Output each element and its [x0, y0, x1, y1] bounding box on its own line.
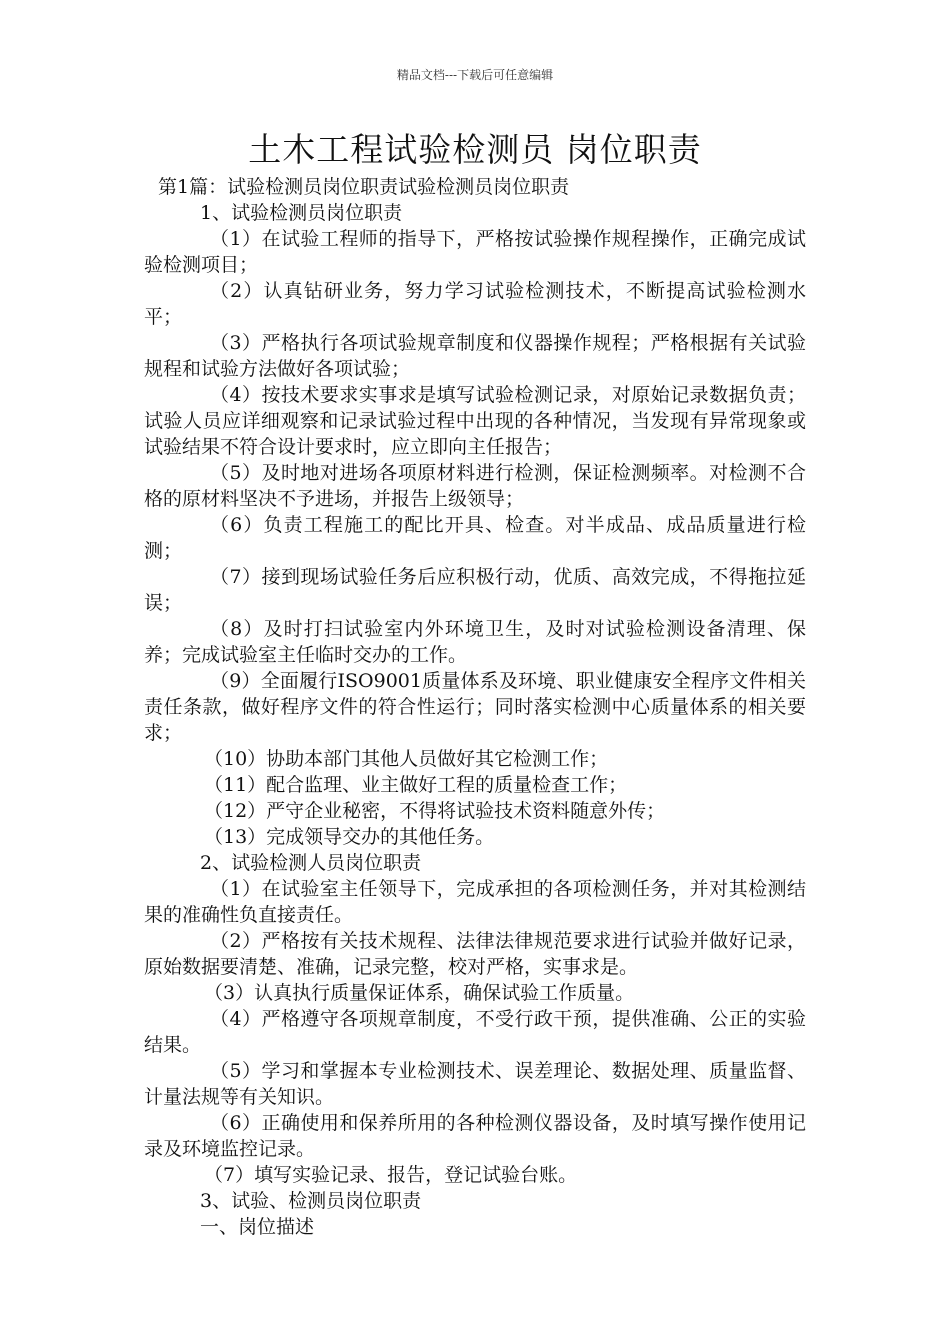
- section-1-item: （8）及时打扫试验室内外环境卫生，及时对试验检测设备清理、保养；完成试验室主任临时交办的工作。: [144, 618, 806, 666]
- section-1-item: （11）配合监理、业主做好工程的质量检查工作；: [204, 774, 628, 796]
- chapter-heading: 第1篇：试验检测员岗位职责试验检测员岗位职责: [158, 176, 570, 198]
- section-2-item: （2）严格按有关技术规程、法律法律规范要求进行试验并做好记录，原始数据要清楚、准确，记录完整，校对严格，实事求是。: [144, 930, 806, 978]
- section-1-item: （2）认真钻研业务，努力学习试验检测技术，不断提高试验检测水平；: [144, 280, 806, 328]
- section-1-heading: 1、试验检测员岗位职责: [200, 202, 403, 224]
- section-1-item: （10）协助本部门其他人员做好其它检测工作；: [204, 748, 609, 770]
- section-1-item: （1）在试验工程师的指导下，严格按试验操作规程操作，正确完成试验检测项目；: [144, 228, 806, 276]
- page-header-watermark: 精品文档---下载后可任意编辑: [396, 68, 554, 82]
- section-1-item: （7）接到现场试验任务后应积极行动，优质、高效完成，不得拖拉延误；: [144, 566, 806, 614]
- section-3-subheading: 一、岗位描述: [200, 1216, 315, 1238]
- section-3-heading: 3、试验、检测员岗位职责: [200, 1190, 422, 1212]
- section-1-item: （3）严格执行各项试验规章制度和仪器操作规程；严格根据有关试验规程和试验方法做好各项试验；: [144, 332, 806, 380]
- section-2-item: （6）正确使用和保养所用的各种检测仪器设备，及时填写操作使用记录及环境监控记录。: [144, 1112, 806, 1160]
- section-1-item: （6）负责工程施工的配比开具、检查。对半成品、成品质量进行检测；: [144, 514, 806, 562]
- section-2-item: （7）填写实验记录、报告，登记试验台账。: [204, 1164, 578, 1186]
- section-1-item: （4）按技术要求实事求是填写试验检测记录，对原始记录数据负责；试验人员应详细观察和记录试验过程中出现的各种情况，当发现有异常现象或试验结果不符合设计要求时，应立即向主任报告；: [144, 384, 806, 458]
- section-2-item: （1）在试验室主任领导下，完成承担的各项检测任务，并对其检测结果的准确性负直接责任。: [144, 878, 806, 926]
- section-2-item: （3）认真执行质量保证体系，确保试验工作质量。: [204, 982, 635, 1004]
- section-2-item: （5）学习和掌握本专业检测技术、误差理论、数据处理、质量监督、计量法规等有关知识。: [144, 1060, 806, 1108]
- document-body: [144, 174, 806, 1240]
- section-1-item: （13）完成领导交办的其他任务。: [204, 826, 495, 848]
- section-2-heading: 2、试验检测人员岗位职责: [200, 852, 422, 874]
- section-1-item: （9）全面履行ISO9001质量体系及环境、职业健康安全程序文件相关责任条款，做好程序文件的符合性运行；同时落实检测中心质量体系的相关要求；: [144, 670, 806, 744]
- section-1-item: （12）严守企业秘密，不得将试验技术资料随意外传；: [204, 800, 666, 822]
- section-1-item: （5）及时地对进场各项原材料进行检测，保证检测频率。对检测不合格的原材料坚决不予进场，并报告上级领导；: [144, 462, 806, 510]
- section-2-item: （4）严格遵守各项规章制度，不受行政干预，提供准确、公正的实验结果。: [144, 1008, 806, 1056]
- document-title: 土木工程试验检测员 岗位职责: [248, 130, 702, 169]
